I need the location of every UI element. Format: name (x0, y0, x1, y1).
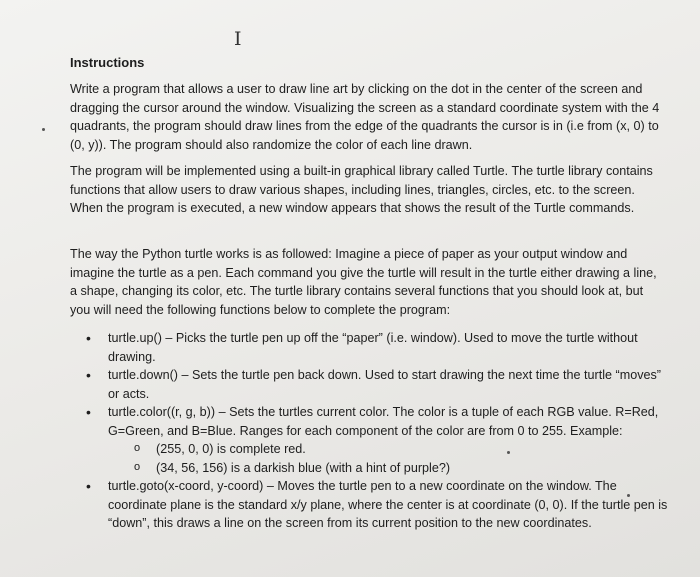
list-item-turtle-goto (68, 477, 668, 533)
paragraph-turtle-explanation: The way the Python turtle works is as followed: Imagine a piece of paper as your output window and imagine the turtle as a pen. Each command you give the turtle will result in the turtle either drawing a line, a shape, changing its color, etc. The turtle library contains several functions that you should look at, but you will need the following functions below to complete the program: (70, 247, 657, 317)
list-item-turtle-up (68, 329, 668, 366)
paragraph-turtle-library: The program will be implemented using a built-in graphical library called Turtle. The turtle library contains functions that allow users to draw various shapes, including lines, triangles, circles, etc. to the screen. When the program is executed, a new window appears that shows the result of the Turtle commands. (70, 164, 653, 215)
instructions-heading: Instructions (70, 55, 145, 70)
sub-item-text: (34, 56, 156) is a darkish blue (with a hint of purple?) (156, 460, 451, 475)
paragraph-overview: Write a program that allows a user to draw line art by clicking on the dot in the center of the screen and dragging the cursor around the window. Visualizing the screen as a standard coordinate system with the 4 quadrants, the program should draw lines from the edge of the quadrants the cursor is in (i.e from (x, 0) to (0, y)). The program should also randomize the color of each line drawn. (70, 82, 660, 152)
list-item-text: turtle.goto(x-coord, y-coord) – Moves the turtle pen to a new coordinate on the window. The coordinate plane is the standard x/y plane, where the center is at coordinate (0, 0). If the turtle pen is “down”, this draws a line on the screen from its current position to the new coordinates. (108, 479, 668, 530)
list-item-turtle-color (68, 403, 668, 477)
stray-mark (507, 451, 510, 454)
sub-item-red (108, 440, 668, 459)
list-item-text: turtle.up() – Picks the turtle pen up off the “paper” (i.e. window). Used to move the turtle without drawing. (108, 331, 638, 364)
stray-mark (627, 494, 630, 497)
color-example-list (108, 440, 668, 477)
text-cursor-icon: I (234, 28, 242, 50)
stray-mark (42, 128, 45, 131)
list-item-turtle-down (68, 366, 668, 403)
sub-item-blue (108, 459, 668, 478)
sub-item-text: (255, 0, 0) is complete red. (156, 442, 306, 456)
list-item-text: turtle.down() – Sets the turtle pen back down. Used to start drawing the next time the turtle “moves” or acts. (108, 368, 661, 401)
function-list (68, 329, 668, 533)
list-item-text: turtle.color((r, g, b)) – Sets the turtles current color. The color is a tuple of each RGB value. R=Red, G=Green, and B=Blue. Ranges for each component of the color are from 0 to 255. Example: (108, 405, 659, 438)
